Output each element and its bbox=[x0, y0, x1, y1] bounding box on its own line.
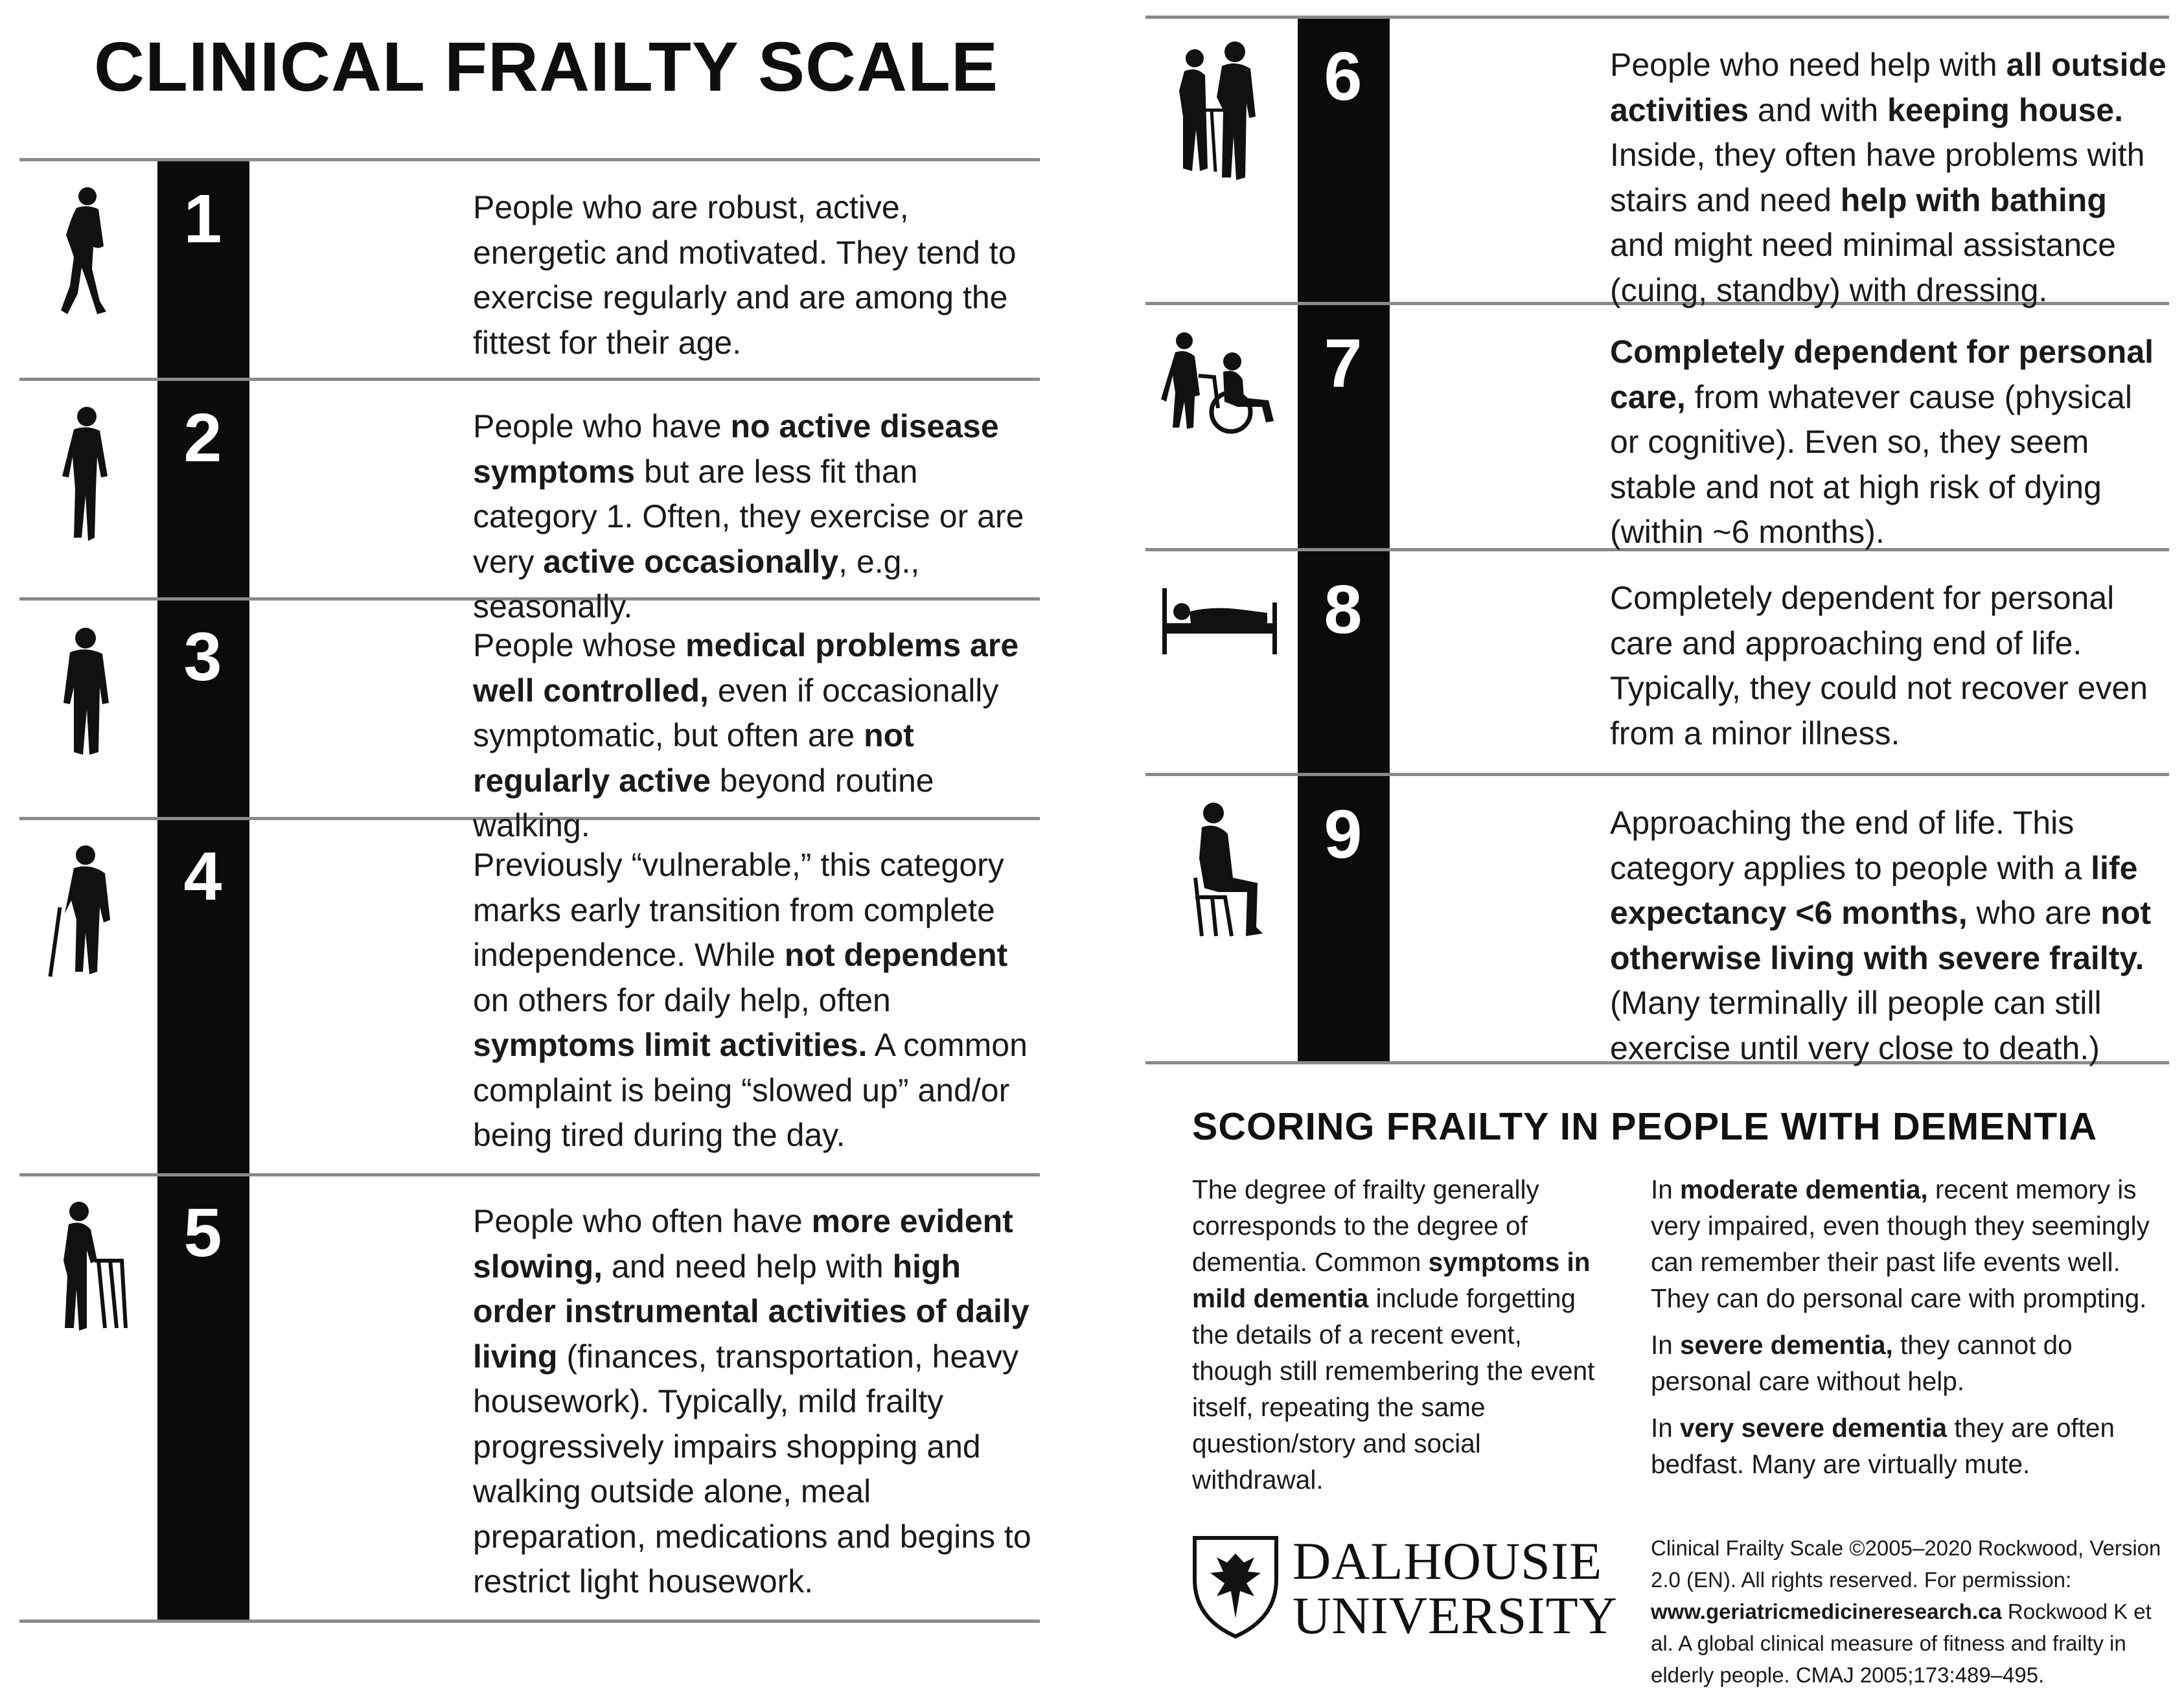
person-with-walker-icon bbox=[45, 1198, 130, 1338]
dalhousie-crest-icon bbox=[1191, 1534, 1280, 1639]
category-number: 8 bbox=[1324, 571, 1362, 648]
divider bbox=[19, 1173, 1040, 1176]
person-walking-icon bbox=[51, 405, 122, 551]
dementia-right-text: In moderate dementia, recent memory is very impaired, even though they seemingly can remember their past life events well. They can do personal care with prompting. In severe dementia, they cannot do personal care without help. In very severe dementia they are often bedfast. Many are virtually mute. bbox=[1651, 1175, 2150, 1479]
person-assisted-walking-icon bbox=[1166, 39, 1270, 188]
copyright-notice: Clinical Frailty Scale ©2005–2020 Rockwood, Version 2.0 (EN). All rights reserved. For permission: www.geriatricmedicineresearch.ca Rockwood K et al. A global clinical measure of fitness and frailty in elderly people. CMAJ 2005;173:489–495. bbox=[1651, 1536, 2161, 1687]
university-line-1: DALHOUSIE bbox=[1293, 1531, 1603, 1590]
category-number: 4 bbox=[183, 838, 222, 915]
category-description: People who often have more evident slowing, and need help with high order instrumental activities of daily living (finances, transportation, heavy housework). Typically, mild frailty progressively impairs shopping and walking outside alone, meal preparation, medications and begins to restrict light housework. bbox=[473, 1203, 1031, 1599]
divider bbox=[19, 378, 1040, 381]
category-description: Completely dependent for personal care and approaching end of life. Typically, they could not recover even from a minor illness. bbox=[1610, 580, 2148, 751]
category-number: 3 bbox=[183, 619, 222, 695]
divider bbox=[19, 1620, 1040, 1623]
category-description: Approaching the end of life. This category applies to people with a life expectancy <6 months, who are not otherwise living with severe frailty. (Many terminally ill people can still exercise until very close to death.) bbox=[1610, 805, 2152, 1066]
page-title: CLINICAL FRAILTY SCALE bbox=[94, 27, 998, 106]
category-number: 7 bbox=[1324, 325, 1362, 402]
divider bbox=[1145, 16, 2169, 19]
person-in-wheelchair-icon bbox=[1160, 330, 1280, 437]
person-with-cane-icon bbox=[45, 842, 123, 981]
category-number: 6 bbox=[1324, 38, 1362, 115]
category-number: 2 bbox=[183, 400, 222, 476]
person-seated-icon bbox=[1176, 800, 1267, 939]
category-number: 9 bbox=[1324, 796, 1362, 873]
university-name bbox=[1293, 1531, 1618, 1645]
dementia-heading: SCORING FRAILTY IN PEOPLE WITH DEMENTIA bbox=[1192, 1105, 2098, 1148]
category-description: People who need help with all outside activities and with keeping house. Inside, they often have problems with stairs and need help with bathing and might need minimal assistance (cuing, standby) with dressing. bbox=[1610, 47, 2167, 308]
category-description: People whose medical problems are well controlled, even if occasionally symptomatic, but often are not regularly active beyond routine walking. bbox=[473, 627, 1019, 843]
divider bbox=[1145, 773, 2169, 776]
person-jogging-icon bbox=[52, 185, 123, 324]
dementia-left-text: The degree of frailty generally corresponds to the degree of dementia. Common symptoms in mild dementia include forgetting the details of a recent event, though still remembering the event itself, repeating the same question/story and social withdrawal. bbox=[1192, 1175, 1595, 1495]
person-standing-icon bbox=[51, 625, 122, 761]
person-in-bed-icon bbox=[1158, 583, 1282, 661]
category-description: Previously “vulnerable,” this category marks early transition from complete independence. While not dependent on others for daily help, often symptoms limit activities. A common complaint is being “slowed up” and/or being tired during the day. bbox=[473, 847, 1028, 1153]
category-description: People who are robust, active, energetic and motivated. They tend to exercise regularly and are among the fittest for their age. bbox=[473, 189, 1017, 361]
category-description: People who have no active disease symptoms but are less fit than category 1. Often, they exercise or are very active occasionally, e.g., seasonally. bbox=[473, 408, 1024, 625]
university-line-2: UNIVERSITY bbox=[1293, 1586, 1618, 1645]
divider bbox=[19, 158, 1040, 161]
category-number: 1 bbox=[183, 181, 222, 257]
category-number: 5 bbox=[183, 1195, 222, 1271]
category-description: Completely dependent for personal care, from whatever cause (physical or cognitive). Even so, they seem stable and not at high risk of dying (within ~6 months). bbox=[1610, 334, 2154, 550]
number-band-right bbox=[1298, 18, 1390, 1061]
